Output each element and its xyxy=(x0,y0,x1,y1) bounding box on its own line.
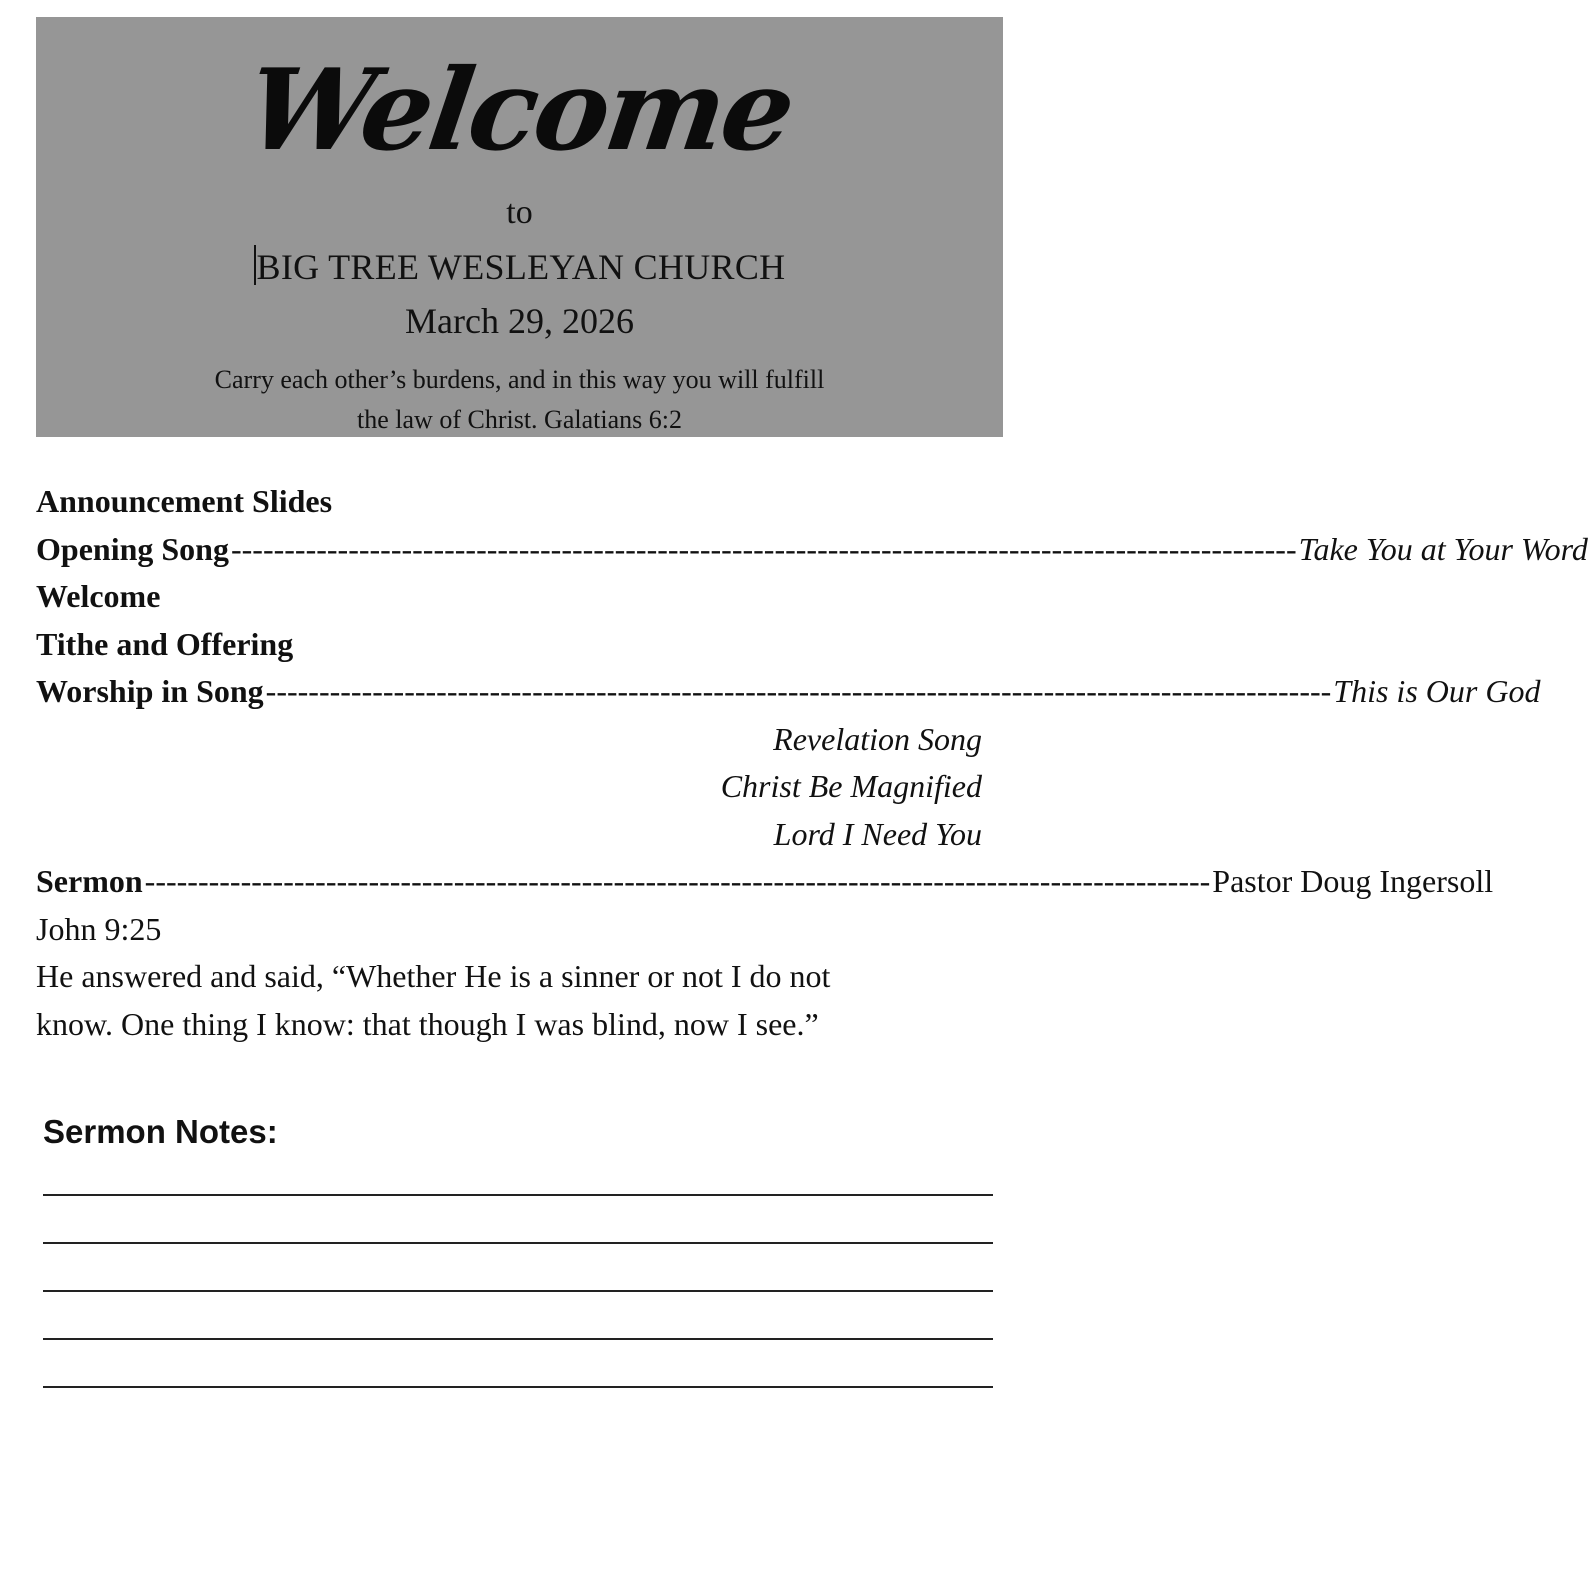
sermon-label: Sermon xyxy=(36,863,143,899)
church-name: BIG TREE WESLEYAN CHURCH xyxy=(256,247,786,287)
note-line[interactable] xyxy=(43,1338,993,1340)
announcements-item xyxy=(36,478,984,526)
verse-line-1: Carry each other’s burdens, and in this way you will fulfill xyxy=(214,365,825,394)
worship-song-1: This is Our God xyxy=(1333,673,1541,709)
worship-label: Worship in Song xyxy=(36,673,264,709)
service-date: March 29, 2026 xyxy=(405,301,634,341)
tithe-label: Tithe and Offering xyxy=(36,625,294,662)
scripture-reference: John 9:25 xyxy=(36,910,162,947)
order-of-service xyxy=(36,478,1588,1048)
note-line[interactable] xyxy=(43,1242,993,1244)
text-cursor xyxy=(254,245,256,285)
note-line[interactable] xyxy=(43,1290,993,1292)
verse-line-2: the law of Christ. Galatians 6:2 xyxy=(357,405,682,434)
worship-item xyxy=(36,668,1541,716)
opening-song-title: Take You at Your Word xyxy=(1298,530,1588,567)
sermon-speaker: Pastor Doug Ingersoll xyxy=(1212,863,1494,899)
scripture-text-line-2: know. One thing I know: that though I was blind, now I see.” xyxy=(36,1005,819,1042)
dash-leader: ---------------------------------------------------------------------------------------------------- xyxy=(265,673,1332,709)
scripture-text-line-1: He answered and said, “Whether He is a sinner or not I do not xyxy=(36,958,831,994)
announcements-label: Announcement Slides xyxy=(36,483,333,519)
welcome-banner xyxy=(36,17,1003,437)
welcome-title: Welcome xyxy=(239,45,800,176)
dash-leader: ---------------------------------------------------------------------------------------------------- xyxy=(230,530,1297,567)
church-name-line[interactable] xyxy=(36,245,1003,289)
to-text: to xyxy=(506,194,533,231)
welcome-item xyxy=(36,573,984,621)
note-line[interactable] xyxy=(43,1386,993,1388)
opening-song-item xyxy=(36,526,1588,574)
worship-song-2: Revelation Song xyxy=(773,720,982,757)
opening-song-label: Opening Song xyxy=(36,530,229,567)
sermon-item xyxy=(36,858,1494,906)
worship-song-4: Lord I Need You xyxy=(773,815,982,852)
sermon-notes-heading: Sermon Notes: xyxy=(43,1113,278,1150)
dash-leader: ---------------------------------------------------------------------------------------------------- xyxy=(144,863,1211,899)
welcome-label: Welcome xyxy=(36,578,161,614)
note-line[interactable] xyxy=(43,1194,993,1196)
theme-verse xyxy=(136,360,903,440)
tithe-item xyxy=(36,621,984,669)
worship-song-3: Christ Be Magnified xyxy=(720,768,982,804)
